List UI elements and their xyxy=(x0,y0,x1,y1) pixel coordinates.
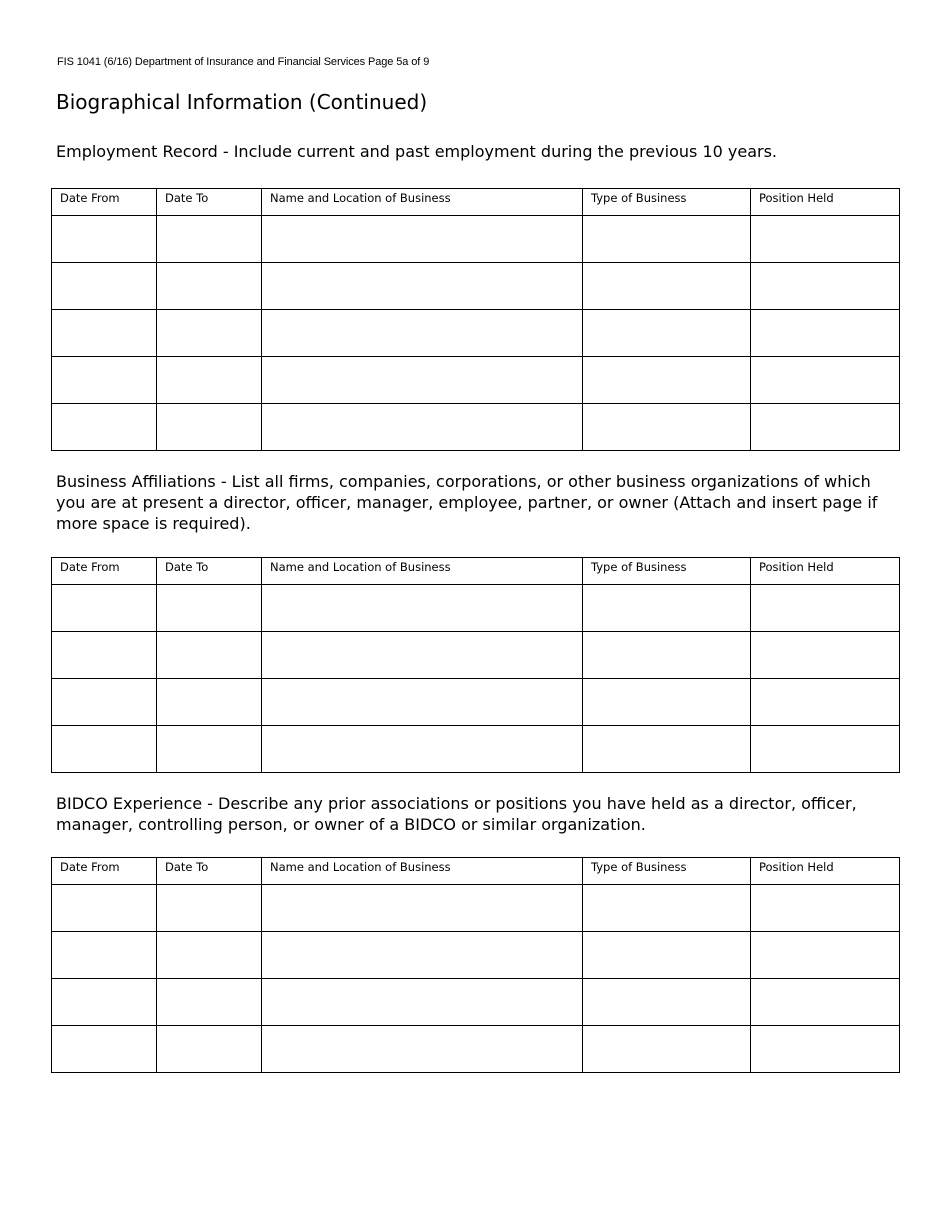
input-cell[interactable] xyxy=(52,1026,157,1073)
input-cell[interactable] xyxy=(751,216,900,263)
col-type-business: Type of Business xyxy=(583,189,751,216)
input-cell[interactable] xyxy=(751,632,900,679)
input-cell[interactable] xyxy=(751,885,900,932)
table-row xyxy=(52,726,900,773)
col-name-location: Name and Location of Business xyxy=(262,189,583,216)
input-cell[interactable] xyxy=(583,1026,751,1073)
input-cell[interactable] xyxy=(157,632,262,679)
col-date-from: Date From xyxy=(52,558,157,585)
table-row xyxy=(52,585,900,632)
input-cell[interactable] xyxy=(751,679,900,726)
input-cell[interactable] xyxy=(262,263,583,310)
table-row xyxy=(52,357,900,404)
input-cell[interactable] xyxy=(583,932,751,979)
input-cell[interactable] xyxy=(751,585,900,632)
input-cell[interactable] xyxy=(52,979,157,1026)
table-header-row xyxy=(52,558,900,585)
input-cell[interactable] xyxy=(262,885,583,932)
col-date-to: Date To xyxy=(157,558,262,585)
input-cell[interactable] xyxy=(157,1026,262,1073)
input-cell[interactable] xyxy=(583,404,751,451)
col-type-business: Type of Business xyxy=(583,558,751,585)
input-cell[interactable] xyxy=(583,357,751,404)
table-header-row xyxy=(52,189,900,216)
input-cell[interactable] xyxy=(583,632,751,679)
affiliations-lead: Business Affiliations xyxy=(56,472,216,491)
affiliations-section-heading xyxy=(56,471,896,534)
table-row xyxy=(52,885,900,932)
input-cell[interactable] xyxy=(262,216,583,263)
input-cell[interactable] xyxy=(583,726,751,773)
table-row xyxy=(52,263,900,310)
bidco-table xyxy=(51,857,900,1073)
input-cell[interactable] xyxy=(583,216,751,263)
col-name-location: Name and Location of Business xyxy=(262,858,583,885)
input-cell[interactable] xyxy=(751,1026,900,1073)
employment-text: - Include current and past employment during the previous 10 years. xyxy=(217,142,778,161)
input-cell[interactable] xyxy=(157,679,262,726)
input-cell[interactable] xyxy=(751,263,900,310)
form-header: FIS 1041 (6/16) Department of Insurance and Financial Services Page 5a of 9 xyxy=(57,56,430,68)
input-cell[interactable] xyxy=(262,632,583,679)
col-position-held: Position Held xyxy=(751,858,900,885)
table-row xyxy=(52,632,900,679)
input-cell[interactable] xyxy=(52,885,157,932)
input-cell[interactable] xyxy=(262,357,583,404)
input-cell[interactable] xyxy=(262,679,583,726)
input-cell[interactable] xyxy=(52,726,157,773)
input-cell[interactable] xyxy=(52,932,157,979)
col-position-held: Position Held xyxy=(751,558,900,585)
table-row xyxy=(52,216,900,263)
input-cell[interactable] xyxy=(157,979,262,1026)
table-row xyxy=(52,310,900,357)
bidco-section-heading xyxy=(56,793,896,835)
input-cell[interactable] xyxy=(52,357,157,404)
employment-table xyxy=(51,188,900,451)
input-cell[interactable] xyxy=(583,885,751,932)
bidco-lead: BIDCO Experience xyxy=(56,794,203,813)
input-cell[interactable] xyxy=(157,357,262,404)
input-cell[interactable] xyxy=(157,310,262,357)
input-cell[interactable] xyxy=(262,932,583,979)
col-date-from: Date From xyxy=(52,189,157,216)
table-row xyxy=(52,679,900,726)
bidco-text: - Describe any prior associations or positions you have held as a director, officer, manager, controlling person, or owner of a BIDCO or similar organization. xyxy=(56,794,857,834)
input-cell[interactable] xyxy=(262,1026,583,1073)
input-cell[interactable] xyxy=(52,263,157,310)
input-cell[interactable] xyxy=(583,585,751,632)
input-cell[interactable] xyxy=(157,263,262,310)
table-header-row xyxy=(52,858,900,885)
input-cell[interactable] xyxy=(52,216,157,263)
input-cell[interactable] xyxy=(52,632,157,679)
col-date-to: Date To xyxy=(157,189,262,216)
table-row xyxy=(52,932,900,979)
col-type-business: Type of Business xyxy=(583,858,751,885)
affiliations-text: - List all firms, companies, corporations, or other business organizations of which you are at present a director, officer, manager, employee, partner, or owner (Attach and insert page if more space is required). xyxy=(56,472,878,533)
input-cell[interactable] xyxy=(157,726,262,773)
input-cell[interactable] xyxy=(751,726,900,773)
input-cell[interactable] xyxy=(262,979,583,1026)
col-date-from: Date From xyxy=(52,858,157,885)
input-cell[interactable] xyxy=(751,979,900,1026)
input-cell[interactable] xyxy=(157,585,262,632)
input-cell[interactable] xyxy=(157,932,262,979)
input-cell[interactable] xyxy=(52,585,157,632)
input-cell[interactable] xyxy=(262,726,583,773)
input-cell[interactable] xyxy=(157,404,262,451)
col-position-held: Position Held xyxy=(751,189,900,216)
input-cell[interactable] xyxy=(262,310,583,357)
input-cell[interactable] xyxy=(751,932,900,979)
input-cell[interactable] xyxy=(52,679,157,726)
input-cell[interactable] xyxy=(157,216,262,263)
table-row xyxy=(52,979,900,1026)
col-date-to: Date To xyxy=(157,858,262,885)
table-row xyxy=(52,1026,900,1073)
input-cell[interactable] xyxy=(52,310,157,357)
employment-lead: Employment Record xyxy=(56,142,218,161)
input-cell[interactable] xyxy=(157,885,262,932)
input-cell[interactable] xyxy=(583,310,751,357)
input-cell[interactable] xyxy=(262,585,583,632)
col-name-location: Name and Location of Business xyxy=(262,558,583,585)
input-cell[interactable] xyxy=(751,357,900,404)
input-cell[interactable] xyxy=(751,404,900,451)
input-cell[interactable] xyxy=(583,979,751,1026)
input-cell[interactable] xyxy=(751,310,900,357)
employment-section-heading xyxy=(56,141,896,162)
input-cell[interactable] xyxy=(262,404,583,451)
page-title: Biographical Information (Continued) xyxy=(56,90,428,114)
input-cell[interactable] xyxy=(583,679,751,726)
table-row xyxy=(52,404,900,451)
affiliations-table xyxy=(51,557,900,773)
input-cell[interactable] xyxy=(52,404,157,451)
input-cell[interactable] xyxy=(583,263,751,310)
